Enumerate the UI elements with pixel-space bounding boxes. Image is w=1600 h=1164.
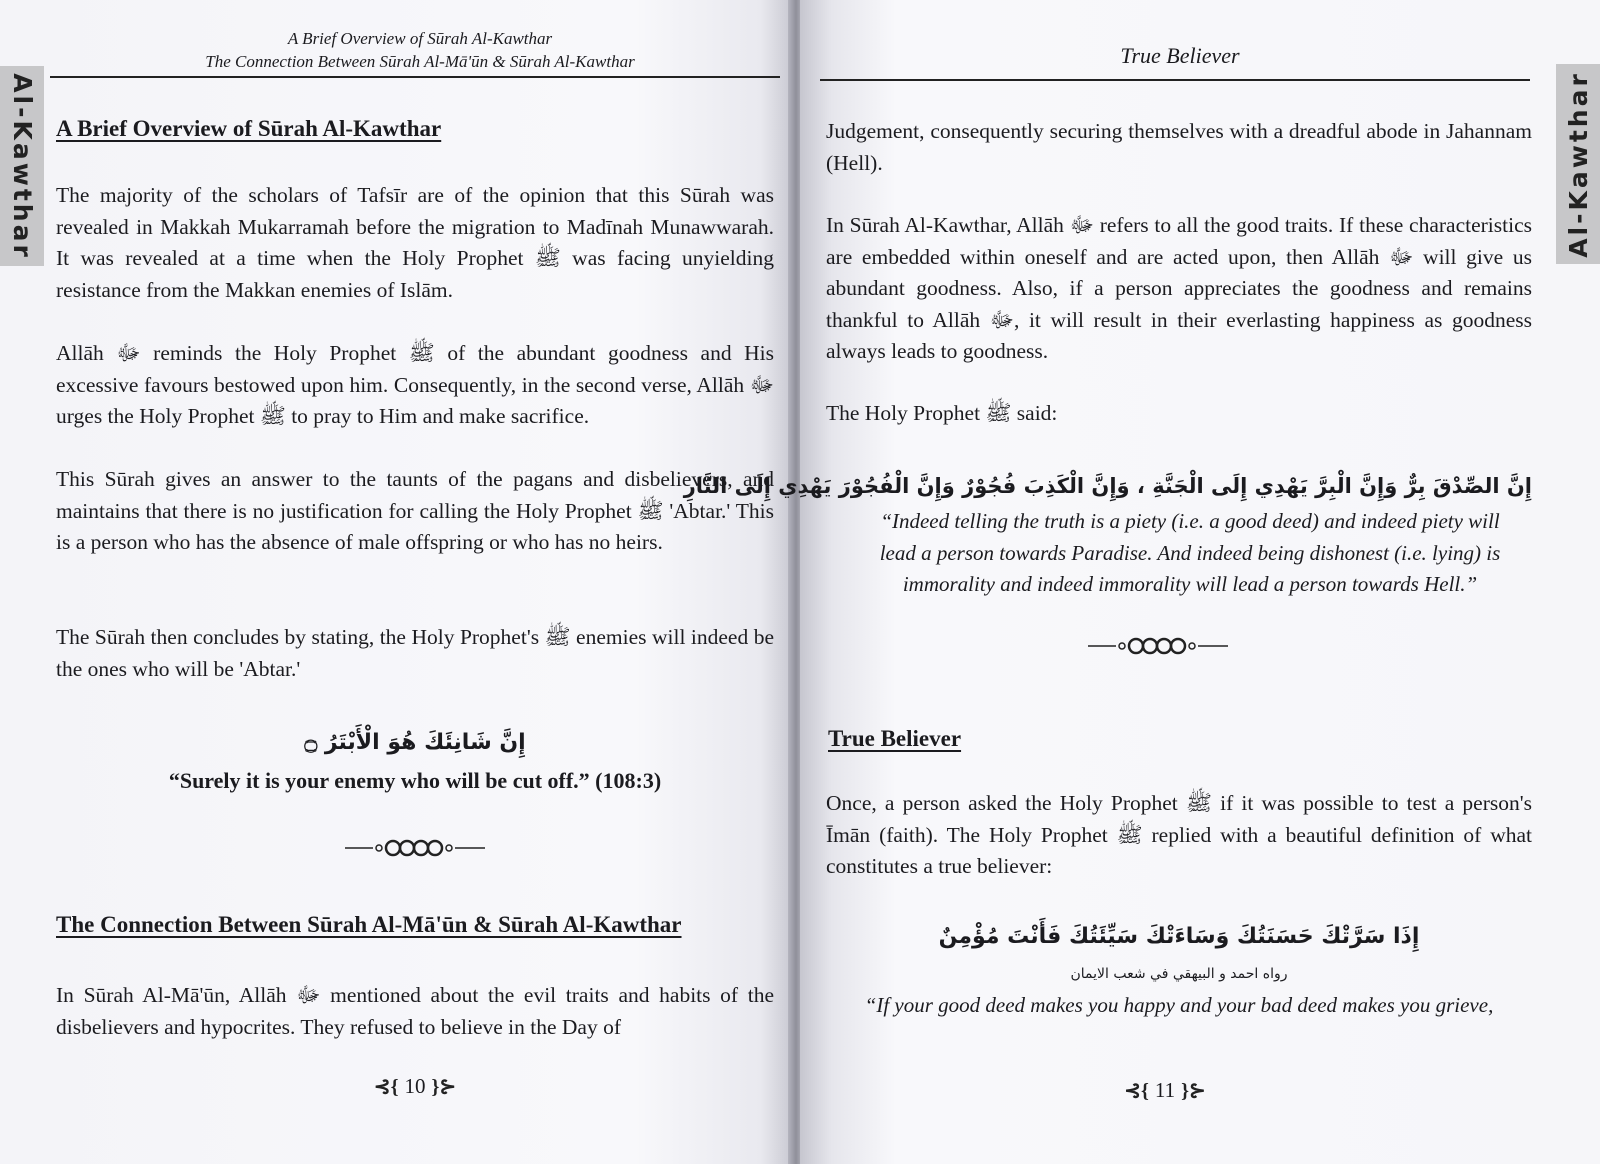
paragraph: The Holy Prophet ﷺ said:	[826, 401, 1058, 425]
hadith-translation: “Indeed telling the truth is a piety (i.e. a good deed) and indeed piety will lead a person towards Paradise. And indeed being dishonest (i.e. lying) is immorality and indeed immorality will lead a person towards Hell.”	[879, 509, 1501, 596]
side-tab-label: Al-Kawthar	[7, 72, 37, 260]
hadith-arabic: إِذَا سَرَّتْكَ حَسَنَتُكَ وَسَاءَتْكَ سَيِّئَتُكَ فَأَنْتَ مُؤْمِنٌ	[938, 924, 1420, 949]
page-number-text: 10	[404, 1074, 426, 1098]
page-ornament-icon: ⊰{	[373, 1076, 399, 1098]
page-number-text: 11	[1154, 1078, 1176, 1102]
paragraph: Judgement, consequently securing themselves with a dreadful abode in Jahannam (Hell).	[826, 119, 1532, 175]
section-heading: The Connection Between Sūrah Al-Mā'ūn & Sūrah Al-Kawthar	[56, 912, 682, 937]
page-ornament-icon: ⊰{	[1124, 1080, 1149, 1102]
page-ornament-icon: }⊱	[1181, 1080, 1206, 1102]
paragraph: The Sūrah then concludes by stating, the Holy Prophet's ﷺ enemies will indeed be the ones who will be 'Abtar.'	[56, 625, 774, 681]
section-heading: True Believer	[828, 726, 962, 751]
ornament-divider	[1088, 636, 1228, 656]
running-head-line2: The Connection Between Sūrah Al-Mā'ūn & Sūrah Al-Kawthar	[205, 52, 635, 71]
running-head: True Believer	[1120, 43, 1240, 68]
paragraph: Allāh ﷻ reminds the Holy Prophet ﷺ of the abundant goodness and His excessive favours bestowed upon him. Consequently, in the second verse, Allāh ﷻ urges the Holy Prophet ﷺ to pray to Him and make sacrifice.	[56, 341, 774, 428]
hadith-source: رواه احمد و البيهقي في شعب الايمان	[1070, 966, 1288, 982]
paragraph: In Sūrah Al-Kawthar, Allāh ﷻ refers to all the good traits. If these characteristics are embedded within oneself and are acted upon, then Allāh ﷻ will give us abundant goodness. Also, if a person appreciates the goodness and remains thankful to Allāh ﷻ, it will result in their everlasting happiness as goodness always leads to goodness.	[826, 213, 1532, 363]
verse-translation: “Surely it is your enemy who will be cut off.” (108:3)	[168, 768, 662, 793]
paragraph: The majority of the scholars of Tafsīr are of the opinion that this Sūrah was revealed in Makkah Mukarramah before the migration to Madīnah Munawwarah. It was revealed at a time when the Holy Prophet ﷺ was facing unyielding resistance from the Makkan enemies of Islām.	[56, 183, 774, 302]
right-page	[683, 0, 1600, 1164]
paragraph: In Sūrah Al-Mā'ūn, Allāh ﷻ mentioned about the evil traits and habits of the disbelievers and hypocrites. They refused to believe in the Day of	[56, 983, 775, 1039]
side-tab	[0, 66, 44, 266]
page-ornament-icon: }⊱	[431, 1076, 457, 1098]
page-number	[1090, 1078, 1240, 1103]
paragraph: Once, a person asked the Holy Prophet ﷺ if it was possible to test a person's Īmān (faith). The Holy Prophet ﷺ replied with a beautiful definition of what constitutes a true believer:	[826, 791, 1532, 878]
running-head-line1: A Brief Overview of Sūrah Al-Kawthar	[287, 29, 553, 48]
quran-verse-arabic: إِنَّ شَانِئَكَ هُوَ الْأَبْتَرُ ۝	[304, 730, 526, 755]
section-heading: A Brief Overview of Sūrah Al-Kawthar	[56, 116, 442, 141]
page-number	[340, 1074, 490, 1099]
ornament-divider	[345, 838, 485, 858]
left-page	[0, 0, 792, 1164]
paragraph: This Sūrah gives an answer to the taunts of the pagans and disbelievers, and maintains that there is no justification for calling the Holy Prophet ﷺ 'Abtar.' This is a person who has the absence of male offspring or who has no heirs.	[56, 467, 774, 554]
side-tab-label: Al-Kawthar	[1563, 70, 1593, 258]
hadith-arabic: إِنَّ الصِّدْقَ بِرٌّ وَإِنَّ الْبِرَّ يَهْدِي إِلَى الْجَنَّةِ ، وَإِنَّ الْكَذِبَ فُجُوْرٌ وَإِنَّ الْفُجُوْرَ يَهْدِي إِلَى النَّارِ	[683, 474, 1532, 498]
side-tab	[1556, 64, 1600, 264]
header-rule	[50, 76, 780, 78]
hadith-translation: “If your good deed makes you happy and your bad deed makes you grieve,	[864, 993, 1494, 1017]
header-rule	[820, 79, 1530, 81]
